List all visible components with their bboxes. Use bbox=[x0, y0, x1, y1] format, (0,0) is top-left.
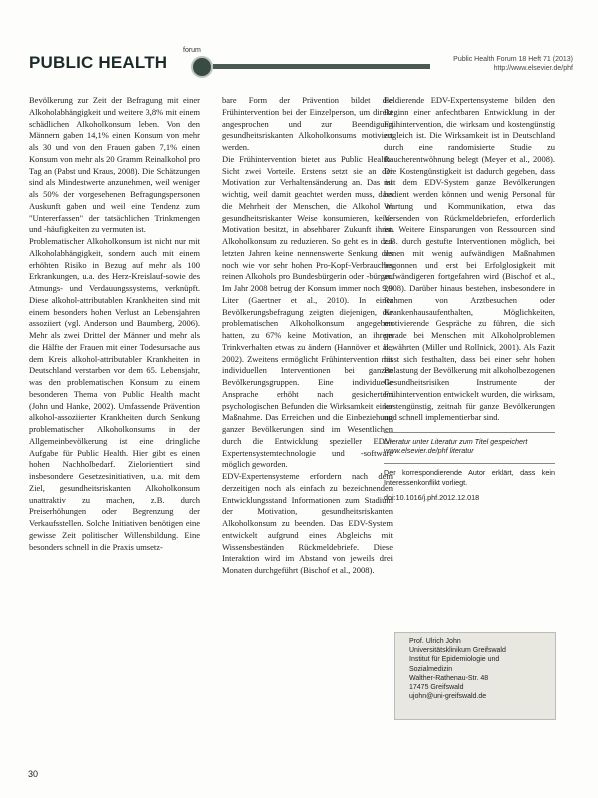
logo-bar bbox=[213, 64, 430, 69]
address-line: Walther-Rathenau-Str. 48 bbox=[409, 674, 489, 682]
column-2 bbox=[222, 95, 393, 577]
paragraph: Feldierende EDV-Expertensysteme bilden den Beginn einer anfechtbaren Entwicklung in der Frühintervention, die wirksam und kostengünstig zugleich ist. Die Wirksamkeit ist in Deutschland durch eine randomisierte Studie zu Raucherentwöhnung belegt (Meyer et al., 2008). Die Kostengünstigkeit ist dadurch gegeben, dass mit dem EDV-System ganze Bevölkerungen bedient werden können und wenig Personal für Wartung und Kommunikation, etwa das Versenden von Rückmeldebriefen, erforderlich ist. Weitere Einsparungen von Ressourcen sind z.B. durch gestufte Interventionen möglich, bei denen mit wenig aufwändigen Maßnahmen begonnen und erst bei Erfolglosigkeit mit aufwändigeren fortgefahren wird (Bischof et al., 2008). Darüber hinaus bestehen, insbesondere in Rahmen von Arztbesuchen oder Krankenhausaufenthalten, Möglichkeiten, motivierende Gespräche zu führen, die sich gerade bei Menschen mit Alkoholproblemen bewährten (Miller und Rollnick, 2001). Als Fazit lässt sich festhalten, dass bei einer sehr hohen Belastung der Bevölkerung mit alkoholbezogenen Gesundheitsrisiken Instrumente der Frühintervention entwickelt wurden, die wirksam, kostengünstig, zeitnah für ganze Bevölkerungen und schnell implementierbar sind. bbox=[384, 95, 555, 423]
literature-note: Literatur unter Literatur zum Titel gespeichert bbox=[384, 437, 528, 446]
doi: doi:10.1016/j.phf.2012.12.018 bbox=[384, 492, 480, 502]
journal-url: http://www.elsevier.de/phf bbox=[493, 65, 573, 72]
divider bbox=[384, 463, 555, 464]
column-1 bbox=[29, 95, 200, 553]
address-line: 17475 Greifswald bbox=[409, 684, 464, 692]
journal-logo: PUBLIC HEALTH bbox=[29, 53, 168, 72]
paragraph: Problematischer Alkoholkonsum ist nicht nur mit Alkoholabhängigkeit, sondern auch mit einem erhöhten Risiko in Bezug auf mehr als 100 Erkrankungen, u.a. des Herz-Kreislauf-sowie des Atmungs- und Verdauungssystems, verknüpft. Diese alkohol-attributablen Krankheiten sind mit einem besonders hohen Verlust an Lebensjahren assoziiert (vgl. Anderson und Baumberg, 2006). Mehr als zwei Drittel der Männer und mehr als die Hälfte der Frauen mit einer Todesursache aus dem Kreis alkohol-attributabler Krankheiten in Deutschland verstarben vor dem 65. Lebensjahr, was den problematischen Konsum zu einem besonderen Thema von Public Health macht (John und Hanke, 2002). Umfassende Prävention alkohol-assoziierter Krankheiten durch Senkung problematischer Alkoholkonsums in der Allgemeinbevölkerung ist eine dringliche Aufgabe für Public Health. Hier gibt es einen hohen Nachholbedarf. Zielorientiert sind insbesondere Gesetzesinitiativen, u.a. mit dem Ziel, gesundheitsriskanten Alkoholkonsum unattraktiv zu machen, z.B. durch Preiserhöhungen oder Begrenzung der Verkaufsstellen. Solche Initiativen benötigen eine gewisse Zeit politischer Willensbildung. Eine besonders schnell in die Praxis umsetz- bbox=[29, 236, 200, 552]
logo-circle-icon bbox=[191, 56, 213, 78]
author-email[interactable]: ujohn@uni-greifswald.de bbox=[409, 693, 487, 701]
divider bbox=[384, 432, 555, 433]
journal-ref-line: Public Health Forum 18 Heft 71 (2013) bbox=[453, 56, 573, 63]
paragraph: Bevölkerung zur Zeit der Befragung mit einer Alkoholabhängigkeit und weitere 3,8% mit einem schädlichen Alkoholkonsum leben. Von den Männern gaben 14,1% einen Konsum von mehr als 30 und von den Frauen gaben 7,1% einen Konsum von mehr als 20 Gramm Reinalkohol pro Tag an (Pabst und Kraus, 2008). Die Schätzungen sind als Mindestwerte anzunehmen, weil weniger als 50% der vorgesehenen Befragungspersonen Auskunft gaben und weil eine Tendenz zum "Untererfassen" der tatsächlichen Trinkmengen und -häufigkeiten zu vermuten ist. bbox=[29, 95, 200, 235]
paragraph: EDV-Expertensysteme erfordern nach dem derzeitigen noch als einfach zu bezeichnenden Entwicklungsstand Informationen zum Stadium der Motivation, gesundheitsriskanten Alkoholkonsum zu beenden. Das EDV-System entwickelt aufgrund eines Abgleichs mit Wissensbeständen Rückmeldebriefe. Diese Interaktion wird im Abstand von jeweils drei Monaten durchgeführt (Bischof et al., 2008). bbox=[222, 471, 393, 575]
address-line: Sozialmedizin bbox=[409, 665, 453, 673]
page-header bbox=[0, 0, 598, 82]
conflict-note: Der korrespondierende Autor erklärt, dass kein Interessenkonflikt vorliegt. bbox=[384, 468, 555, 487]
author-name: Prof. Ulrich John bbox=[409, 638, 461, 645]
paragraph: bare Form der Prävention bildet die Frühintervention bei der Einzelperson, um direkt angesprochen und zur Beendigung gesundheitsriskanten Alkoholkonsums motiviert werden. bbox=[222, 95, 393, 152]
column-3 bbox=[384, 95, 555, 502]
author-address-box bbox=[394, 632, 556, 720]
paragraph: Die Frühintervention bietet aus Public Health-Sicht zwei Vorteile. Erstens setzt sie an der Motivation zur Verhaltensänderung an. Das ist wichtig, weil damit geachtet werden muss, dass die Mehrheit der Menschen, die Alkohol in gesundheitsriskanter Weise konsumieren, keine Motivation besitzt, in absehbarer Zukunft ihren Alkoholkonsum zu reduzieren. So geht es in den letzten Jahren keine nennenswerte Senkung des noch wie vor sehr hohen Pro-Kopf-Verbrauches reinen Alkohols pro Bundesbürgerin oder -bürger. Im Jahr 2008 betrug der Konsum immer noch 9,9 Liter (Gaertner et al., 2010). In einer Bevölkerungsbefragung zeigten diejenigen, die problematischen Alkoholkonsum angegeben hatten, zu 67% keine Motivation, an ihrem Trinkverhalten etwas zu ändern (Hannöver et al., 2002). Zweitens ermöglicht Frühintervention mit individuellen Interventionen bei ganzen Bevölkerungsgruppen. Eine individuelle Ansprache erhöht nach gesichertem psychologischen Befunden die Wirksamkeit einer Maßnahme. Das Erreichen und die Einbeziehung ganzer Bevölkerungen sind im Wesentlichen durch die Entwicklung spezieller EDV-Expertensystemtechnologie und -software möglich geworden. bbox=[222, 153, 393, 470]
logo-forum-text: forum bbox=[183, 47, 201, 54]
literature-link[interactable]: www.elsevier.de/phf literatur bbox=[384, 446, 474, 456]
page-number: 30 bbox=[28, 769, 39, 779]
address-line: Institut für Epidemiologie und bbox=[409, 656, 500, 664]
journal-reference bbox=[453, 55, 573, 73]
address-line: Universitätsklinikum Greifswald bbox=[409, 647, 506, 655]
